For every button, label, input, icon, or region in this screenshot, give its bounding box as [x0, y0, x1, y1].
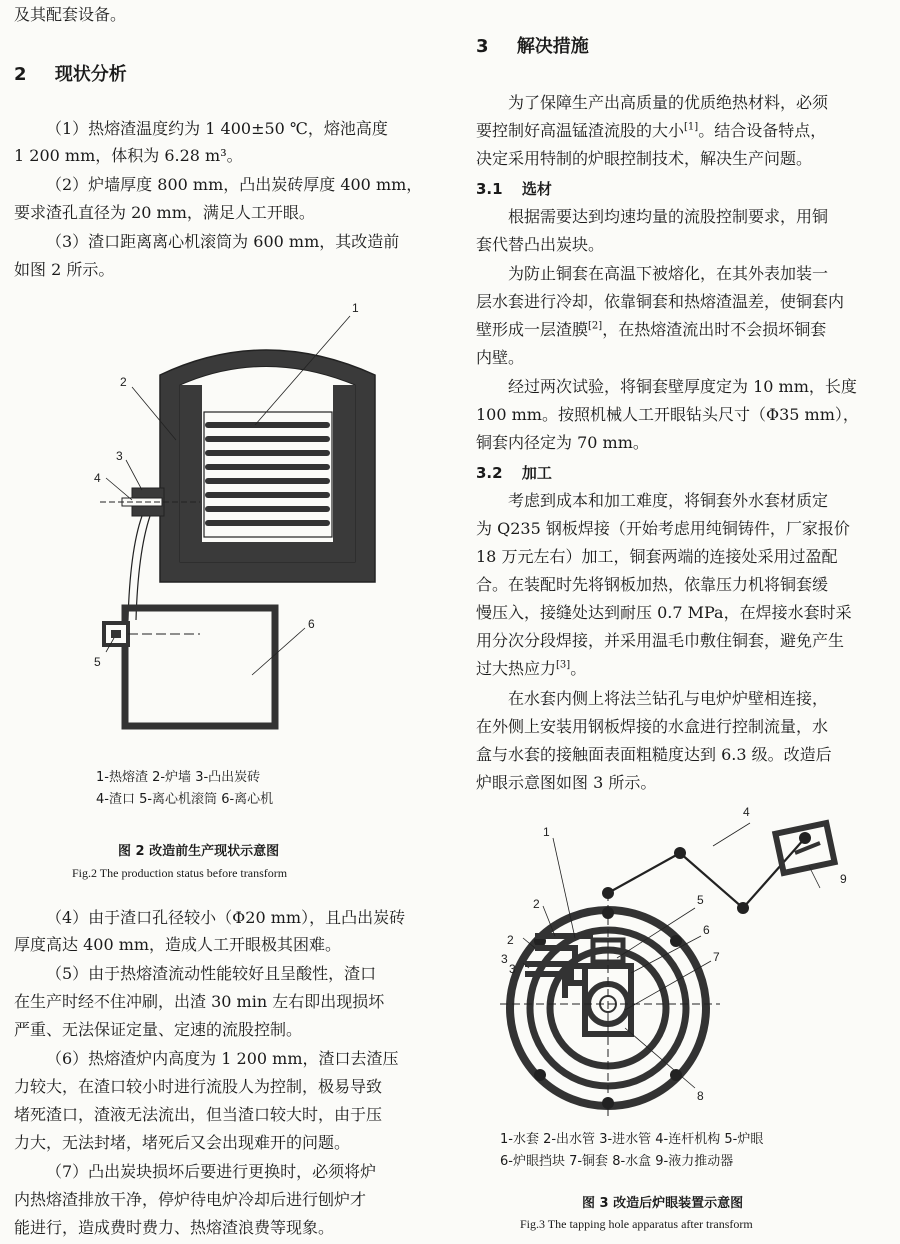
label-3: 3: [501, 952, 508, 966]
paragraph-line: 决定采用特制的炉眼控制技术，解决生产问题。: [476, 149, 813, 168]
paragraph-line: 堵死渣口，渣液无法流出，但当渣口较大时，由于压: [14, 1105, 383, 1124]
paragraph-line: 根据需要达到均速均量的流股控制要求，用铜: [508, 207, 829, 226]
paragraph-line: 100 mm。按照机械人工开眼钻头尺寸（Φ35 mm），: [476, 405, 859, 424]
paragraph-line: （6）热熔渣炉内高度为 1 200 mm，渣口去渣压: [46, 1049, 399, 1068]
paragraph-line: 内热熔渣排放干净，停炉待电炉冷却后进行刨炉才: [14, 1190, 367, 1209]
figure-caption-en: Fig.2 The production status before transform: [72, 866, 288, 880]
subsection-title: 选材: [521, 180, 552, 198]
figure-3-diagram: [495, 798, 875, 1116]
paragraph-line: [476, 118, 826, 143]
text-line: 及其配套设备。: [14, 5, 127, 24]
section-heading: [14, 60, 127, 86]
figure-caption-en: Fig.3 The tapping hole apparatus after transform: [520, 1217, 753, 1231]
paragraph-line: 盒与水套的接触面表面粗糙度达到 6.3 级。改造后: [476, 745, 832, 764]
paragraph-line: （1）热熔渣温度约为 1 400±50 ℃，熔池高度: [46, 119, 388, 138]
paragraph-line: 1 200 mm，体积为 6.28 m³。: [14, 146, 243, 165]
label-9: 9: [840, 872, 847, 886]
figure-legend: 1-热熔渣 2-炉墙 3-凸出炭砖: [96, 770, 261, 785]
label-5: 5: [94, 655, 101, 669]
figure-legend: 6-炉眼挡块 7-铜套 8-水盒 9-液力推动器: [500, 1154, 734, 1169]
paragraph-line: （3）渣口距离离心机滚筒为 600 mm，其改造前: [46, 232, 400, 251]
paragraph-line: （4）由于渣口孔径较小（Φ20 mm），且凸出炭砖: [46, 908, 406, 927]
paragraph-line: 为防止铜套在高温下被熔化，在其外表加装一: [508, 264, 829, 283]
label-4: 4: [743, 805, 750, 819]
paragraph-line: 考虑到成本和加工难度，将铜套外水套材质定: [508, 491, 829, 510]
subsection-number: 3.1: [476, 180, 503, 198]
subsection-heading: [476, 462, 552, 483]
label-3b: 3: [509, 962, 516, 976]
paragraph-line: 要求渣孔直径为 20 mm，满足人工开眼。: [14, 203, 315, 222]
paragraph-line: 炉眼示意图如图 3 所示。: [476, 773, 657, 792]
label-6: 6: [703, 923, 710, 937]
centrifuge: [125, 608, 275, 726]
text-span: 。: [570, 659, 587, 678]
paragraph-line: 套代替凸出炭块。: [476, 235, 605, 254]
paragraph-line: 厚度高达 400 mm，造成人工开眼极其困难。: [14, 935, 342, 954]
label-2: 2: [533, 897, 540, 911]
section-title: 解决措施: [516, 36, 589, 57]
citation: [3]: [556, 659, 571, 671]
paragraph-line: 严重、无法保证定量、定速的流股控制。: [14, 1020, 303, 1039]
figure-caption: 图 2 改造前生产现状示意图: [118, 844, 280, 859]
text-span: 壁形成一层渣膜: [476, 320, 589, 339]
section-heading: [476, 32, 589, 58]
paragraph-line: （5）由于热熔渣流动性能较好且呈酸性，渣口: [46, 964, 377, 983]
text-span: ，在热熔渣流出时不会损坏铜套: [602, 320, 827, 339]
figure-legend: 1-水套 2-出水管 3-进水管 4-连杆机构 5-炉眼: [500, 1132, 764, 1147]
label-1: 1: [543, 825, 550, 839]
paragraph-line: 力较大，在渣口较小时进行流股人为控制，极易导致: [14, 1077, 383, 1096]
paragraph-line: 为了保障生产出高质量的优质绝热材料，必须: [508, 93, 829, 112]
label-2b: 2: [507, 933, 514, 947]
paragraph-line: （2）炉墙厚度 800 mm，凸出炭砖厚度 400 mm，: [46, 175, 423, 194]
figure-caption: 图 3 改造后炉眼装置示意图: [582, 1196, 744, 1211]
linkage-mechanism: [608, 838, 805, 908]
label-4: 4: [94, 471, 101, 485]
paragraph-line: 合。在装配时先将钢板加热，依靠压力机将铜套缓: [476, 575, 829, 594]
subsection-title: 加工: [521, 464, 552, 482]
paragraph-line: 用分次分段焊接，并采用温毛巾敷住铜套，避免产生: [476, 631, 845, 650]
text-span: 。结合设备特点，: [698, 121, 827, 140]
figure-legend: 4-渣口 5-离心机滚筒 6-离心机: [96, 792, 274, 807]
label-8: 8: [697, 1089, 704, 1103]
figure-2-diagram: [80, 290, 410, 750]
citation: [1]: [684, 121, 699, 133]
paragraph-line: 18 万元左右）加工，铜套两端的连接处采用过盈配: [476, 547, 838, 566]
subsection-number: 3.2: [476, 464, 503, 482]
label-6: 6: [308, 617, 315, 631]
subsection-heading: [476, 178, 552, 199]
section-number: 3: [476, 36, 489, 57]
text-span: 要控制好高温锰渣流股的大小: [476, 121, 685, 140]
paragraph-line: 铜套内径定为 70 mm。: [476, 433, 649, 452]
text-span: 过大热应力: [476, 659, 557, 678]
paragraph-line: 内壁。: [476, 348, 525, 367]
paragraph-line: 层水套进行冷却，依靠铜套和热熔渣温差，使铜套内: [476, 292, 845, 311]
paragraph-line: 慢压入，接缝处达到耐压 0.7 MPa，在焊接水套时采: [476, 603, 852, 622]
paragraph-line: [476, 317, 826, 342]
paragraph-line: 在水套内侧上将法兰钻孔与电炉炉壁相连接，: [508, 689, 829, 708]
label-7: 7: [713, 950, 720, 964]
paragraph-line: 能进行，造成费时费力、热熔渣浪费等现象。: [14, 1218, 335, 1237]
paragraph-line: 经过两次试验，将铜套壁厚度定为 10 mm，长度: [508, 377, 857, 396]
paragraph-line: 在生产时经不住冲刷，出渣 30 min 左右即出现损坏: [14, 992, 385, 1011]
paragraph-line: [476, 656, 586, 681]
label-5: 5: [697, 893, 704, 907]
label-3: 3: [116, 449, 123, 463]
paragraph-line: 力大，无法封堵，堵死后又会出现难开的问题。: [14, 1133, 351, 1152]
citation: [2]: [588, 320, 603, 332]
label-2: 2: [120, 375, 127, 389]
paragraph-line: 为 Q235 钢板焊接（开始考虑用纯铜铸件，厂家报价: [476, 519, 850, 538]
paragraph-line: 在外侧上安装用钢板焊接的水盒进行控制流量，水: [476, 717, 829, 736]
paragraph-line: （7）凸出炭块损坏后要进行更换时，必须将炉: [46, 1162, 377, 1181]
section-title: 现状分析: [54, 64, 127, 85]
section-number: 2: [14, 64, 27, 85]
label-1: 1: [352, 301, 359, 315]
paragraph-line: 如图 2 所示。: [14, 260, 115, 279]
